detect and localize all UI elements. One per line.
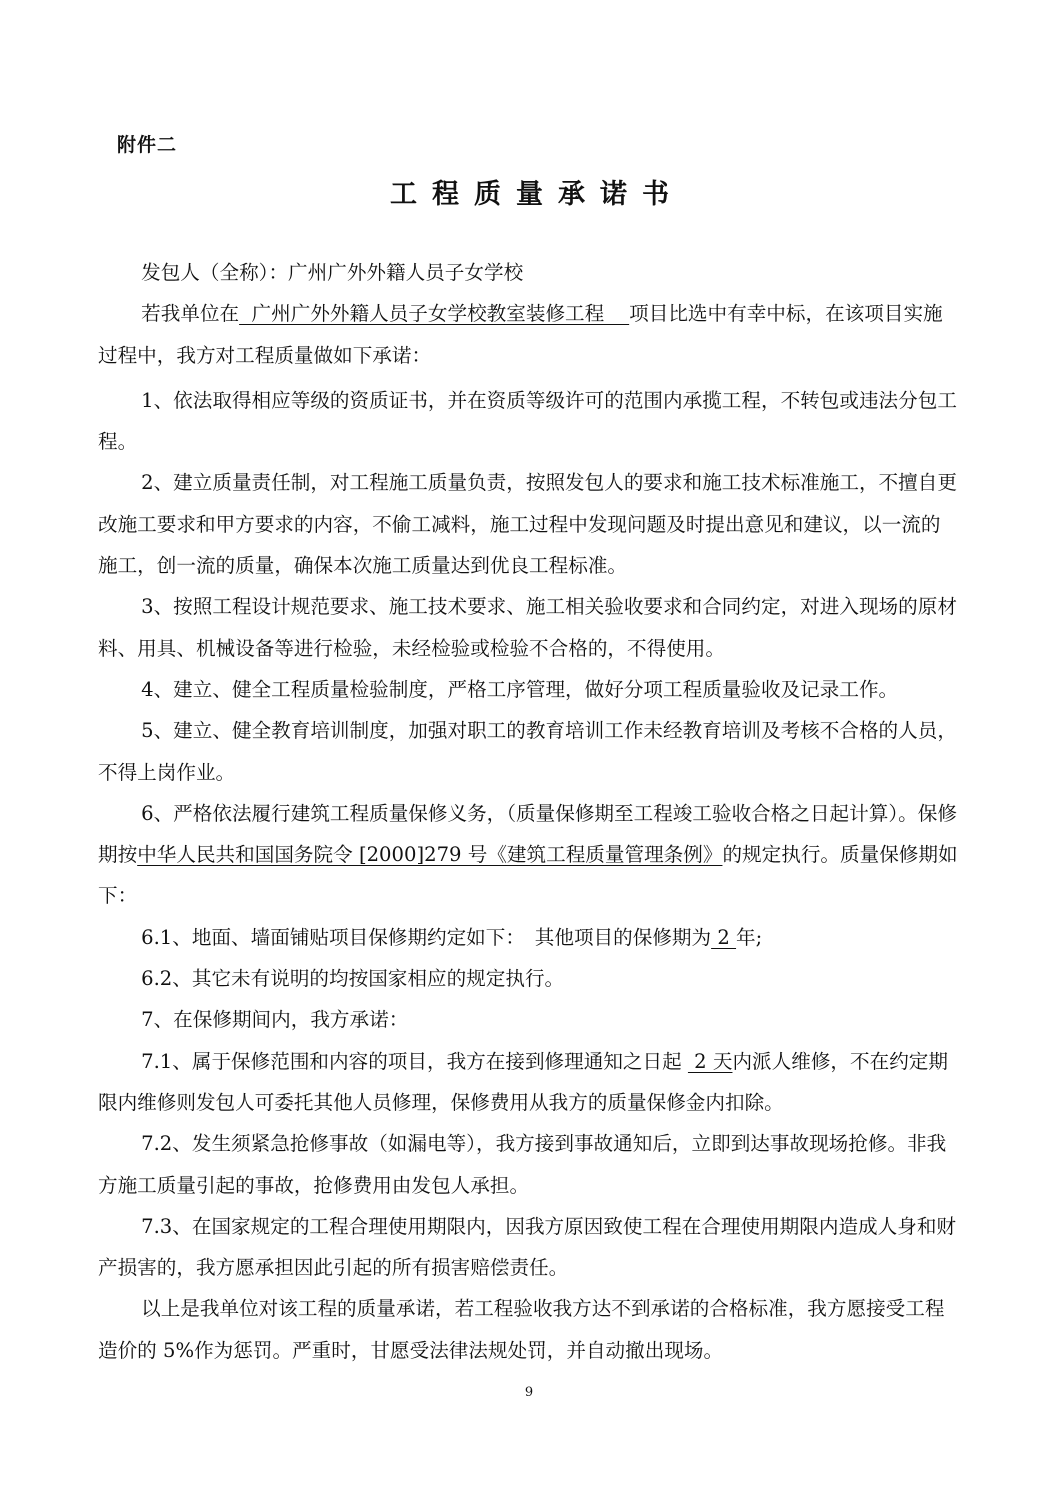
- clause-6-1: [98, 917, 960, 958]
- clause-7-1: [98, 1041, 960, 1124]
- page-title: 工程质量承诺书: [390, 179, 684, 210]
- attachment-label: 附件二: [117, 134, 178, 156]
- clause-7-1-text: 7.1、属于保修范围和内容的项目，我方在接到修理通知之日起: [141, 1049, 688, 1073]
- clause-7-3: 7.3、在国家规定的工程合理使用期限内，因我方原因致使工程在合理使用期限内造成人身和财产损害的，我方愿承担因此引起的所有损害赔偿责任。: [98, 1214, 957, 1280]
- clause-6-2: 6.2、其它未有说明的均按国家相应的规定执行。: [141, 967, 565, 991]
- clause-7-2: 7.2、发生须紧急抢修事故（如漏电等），我方接到事故通知后，立即到达事故现场抢修。非我方施工质量引起的事故，抢修费用由发包人承担。: [98, 1132, 947, 1197]
- clause-5: 5、建立、健全教育培训制度，加强对职工的教育培训工作未经教育培训及考核不合格的人员，不得上岗作业。: [98, 719, 957, 784]
- employer-line: 发包人（全称）：广州广外外籍人员子女学校: [141, 261, 524, 284]
- page-number: 9: [524, 1385, 534, 1400]
- clause-7-1-tail: 内派人维修，不在约定期限内维修则发包人可委托其他人员修理，保修费用从我方的质量保修金内扣除。: [98, 1049, 948, 1114]
- document-body: [98, 252, 960, 1371]
- clause-6: [98, 793, 960, 917]
- clause-1: 1、依法取得相应等级的资质证书，并在资质等级许可的范围内承揽工程，不转包或违法分包工程。: [98, 388, 957, 454]
- clause-6-text: 6、严格依法履行建筑工程质量保修义务，（质量保修期至工程竣工验收合格之日起计算）。保修期按: [98, 801, 957, 867]
- clause-6-tail: 的规定执行。质量保修期如下：: [98, 843, 958, 908]
- regulation-reference: 中华人民共和国国务院令 [2000]279 号《建筑工程质量管理条例》: [137, 843, 723, 867]
- intro-paragraph: [98, 293, 960, 376]
- clause-3: 3、按照工程设计规范要求、施工技术要求、施工相关验收要求和合同约定，对进入现场的原材料、用具、机械设备等进行检验，未经检验或检验不合格的，不得使用。: [98, 595, 957, 660]
- intro-prefix: 若我单位在: [141, 302, 240, 326]
- intro-suffix: 项目比选中有幸中标，在该项目实施过程中，我方对工程质量做如下承诺：: [98, 302, 943, 367]
- clause-6-1-text: 6.1、地面、墙面铺贴项目保修期约定如下： 其他项目的保修期为: [141, 925, 712, 949]
- response-days: 2 天: [687, 1049, 733, 1073]
- clause-2: 2、建立质量责任制，对工程施工质量负责，按照发包人的要求和施工技术标准施工，不擅自更改施工要求和甲方要求的内容，不偷工减料，施工过程中发现问题及时提出意见和建议，以一流的施工，创一流的质量，确保本次施工质量达到优良工程标准。: [98, 471, 957, 578]
- clause-6-1-tail: 年;: [736, 925, 763, 949]
- clause-7: 7、在保修期间内，我方承诺：: [141, 1008, 409, 1032]
- closing-paragraph: 以上是我单位对该工程的质量承诺，若工程验收我方达不到承诺的合格标准，我方愿接受工程造价的 5%作为惩罚。严重时，甘愿受法律法规处罚，并自动撤出现场。: [98, 1297, 945, 1362]
- warranty-years: 2: [711, 925, 737, 949]
- project-name: 广州广外外籍人员子女学校教室装修工程: [239, 302, 630, 326]
- clause-4: 4、建立、健全工程质量检验制度，严格工序管理，做好分项工程质量验收及记录工作。: [141, 677, 899, 701]
